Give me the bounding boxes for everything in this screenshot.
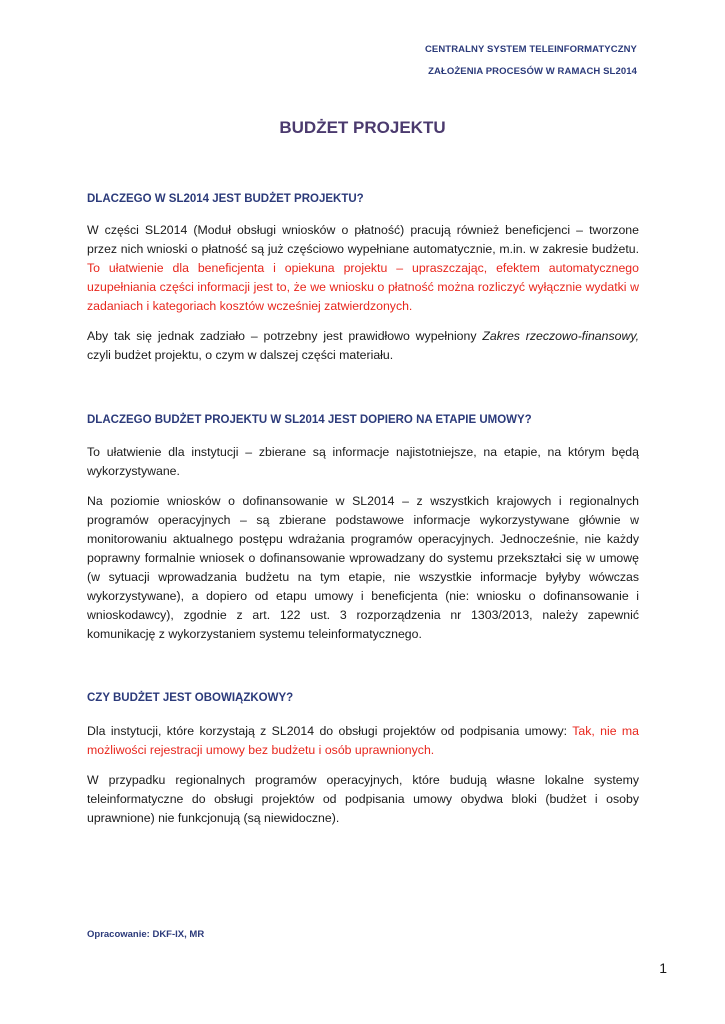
page-number: 1: [659, 960, 667, 976]
paragraph-text: W przypadku regionalnych programów operacyjnych, które budują własne lokalne systemy teleinformatyczne do obsługi projektów od podpisania umowy obydwa bloki (budżet i osoby uprawnione) nie funkcjonują (są niewidoczne).: [87, 773, 639, 825]
paragraph-text: czyli budżet projektu, o czym w dalszej części materiału.: [87, 348, 394, 362]
highlighted-text: Tak, nie ma możliwości rejestracji umowy bez budżetu i osób uprawnionych.: [87, 724, 639, 757]
paragraph-text: Aby tak się jednak zadziało – potrzebny jest prawidłowo wypełniony: [87, 329, 483, 343]
section3-paragraph2: [87, 771, 639, 828]
page-title: BUDŻET PROJEKTU: [279, 118, 446, 137]
footer-author: Opracowanie: DKF-IX, MR: [87, 929, 205, 940]
section1-paragraph1: [87, 221, 639, 316]
section1-paragraph2: [87, 327, 639, 365]
header-system-name: CENTRALNY SYSTEM TELEINFORMATYCZNY: [424, 44, 637, 55]
section2-paragraph1: [87, 443, 639, 481]
paragraph-text: To ułatwienie dla instytucji – zbierane są informacje najistotniejsze, na etapie, na którym będą wykorzystywane.: [87, 445, 639, 478]
section-heading-why-budget: [87, 193, 639, 205]
highlighted-text: To ułatwienie dla beneficjenta i opiekuna projektu – upraszczając, efektem automatycznego uzupełniania części informacji jest to, że we wniosku o płatność można rozliczyć wyłącznie wydatki w zadaniach i kategoriach kosztów wcześniej zatwierdzonych.: [87, 261, 639, 313]
section-heading-is-budget-mandatory: [87, 692, 639, 704]
header-document-subtitle: ZAŁOŻENIA PROCESÓW W RAMACH SL2014: [428, 66, 637, 77]
section-heading: DLACZEGO BUDŻET PROJEKTU W SL2014 JEST DOPIERO NA ETAPIE UMOWY?: [87, 414, 532, 426]
section3-paragraph1: [87, 722, 639, 760]
paragraph-text: W części SL2014 (Moduł obsługi wniosków o płatność) pracują również beneficjenci – tworzone przez nich wnioski o płatność są już częściowo wypełniane automatycznie, m.in. w zakresie budżetu.: [87, 223, 639, 256]
paragraph-text: Na poziomie wniosków o dofinansowanie w SL2014 – z wszystkich krajowych i regionalnych programów operacyjnych – są zbierane podstawowe informacje wykorzystywane głównie w monitorowaniu aktualnego postępu wdrażania programów operacyjnych. Jednocześnie, nie każdy poprawny formalnie wniosek o dofinansowanie wprowadzany do systemu przekształci się w umowę (w sytuacji wprowadzania budżetu na tym etapie, nie wszystkie informacje byłyby wówczas wykorzystywane), a dopiero od etapu umowy i beneficjenta (nie: wniosku o dofinansowanie i wnioskodawcy), zgodnie z art. 122 ust. 3 rozporządzenia nr 1303/2013, należy zapewnić komunikację z wykorzystaniem systemu teleinformatycznego.: [87, 494, 639, 641]
paragraph-text: Dla instytucji, które korzystają z SL2014 do obsługi projektów od podpisania umowy:: [87, 724, 573, 738]
section-heading: DLACZEGO W SL2014 JEST BUDŻET PROJEKTU?: [87, 193, 364, 205]
section-heading-why-at-contract: [87, 414, 639, 426]
italic-term: Zakres rzeczowo-finansowy,: [482, 329, 639, 343]
section2-paragraph2: [87, 492, 639, 644]
section-heading: CZY BUDŻET JEST OBOWIĄZKOWY?: [87, 692, 294, 704]
